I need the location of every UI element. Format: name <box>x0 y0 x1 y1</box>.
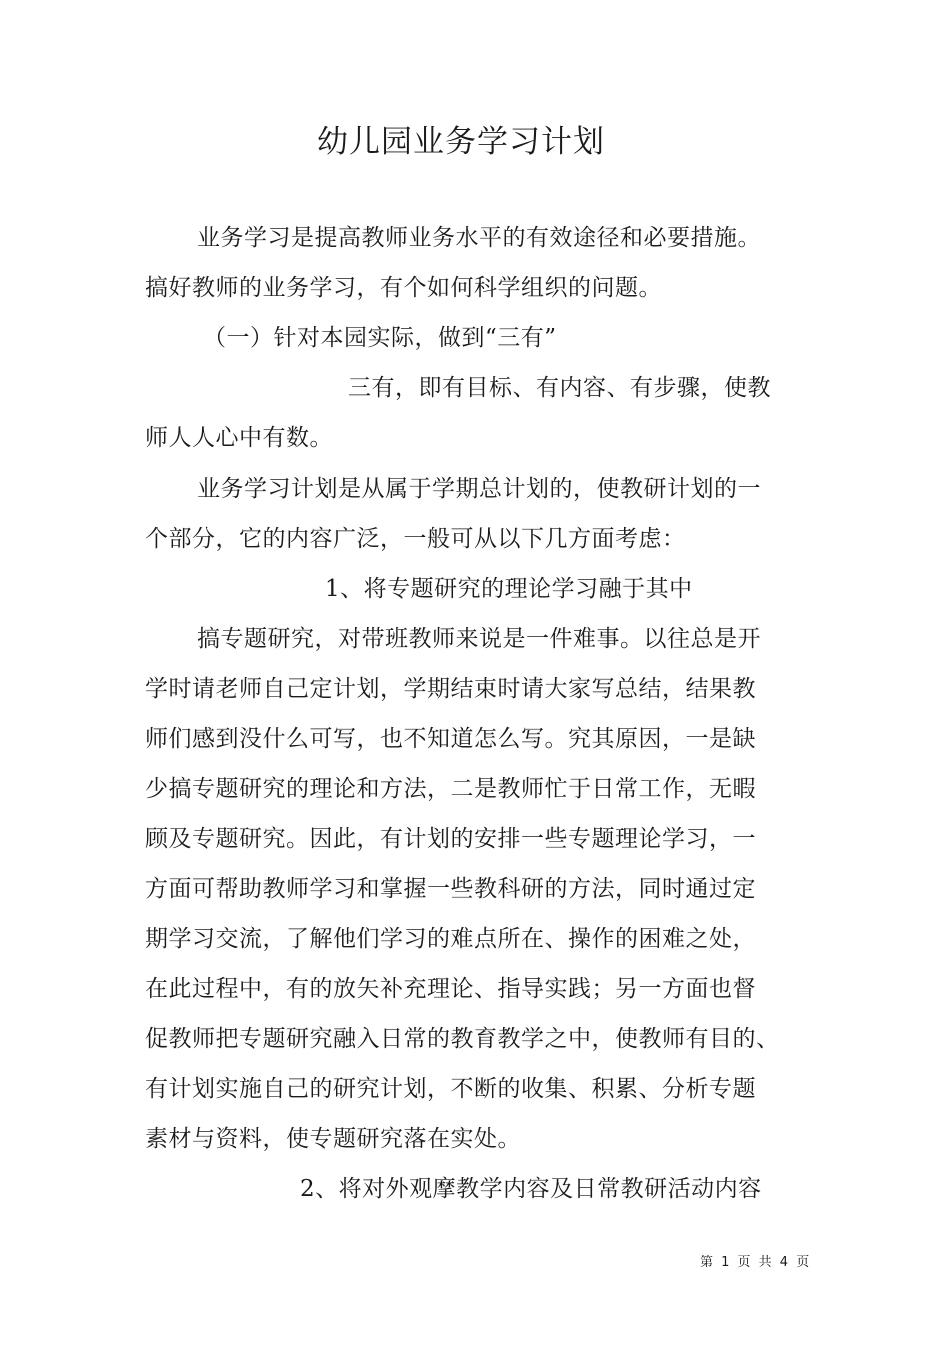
paragraph-line: 业务学习是提高教师业务水平的有效途径和必要措施。 <box>197 225 761 251</box>
paragraph-line: 三有，即有目标、有内容、有步骤，使教 <box>348 375 771 401</box>
subsection-heading: 1、将专题研究的理论学习融于其中 <box>325 576 693 602</box>
paragraph-line: 师们感到没什么可写，也不知道怎么写。究其原因，一是缺 <box>145 726 756 752</box>
paragraph-line: 方面可帮助教师学习和掌握一些教科研的方法，同时通过定 <box>145 876 756 902</box>
paragraph-line: 师人人心中有数。 <box>145 425 333 451</box>
document-title: 幼儿园业务学习计划 <box>317 124 605 160</box>
paragraph-line: 有计划实施自己的研究计划，不断的收集、积累、分析专题 <box>145 1076 756 1102</box>
paragraph-line: 促教师把专题研究融入日常的教育教学之中，使教师有目的、 <box>145 1026 780 1052</box>
subsection-heading: 2、将对外观摩教学内容及日常教研活动内容 <box>300 1176 762 1202</box>
paragraph-line: 业务学习计划是从属于学期总计划的，使教研计划的一 <box>197 476 761 502</box>
paragraph-line: 期学习交流，了解他们学习的难点所在、操作的困难之处， <box>145 926 756 952</box>
section-heading: （一）针对本园实际，做到“三有” <box>203 325 557 351</box>
paragraph-line: 个部分，它的内容广泛，一般可从以下几方面考虑： <box>145 526 686 552</box>
paragraph-line: 搞专题研究，对带班教师来说是一件难事。以往总是开 <box>197 626 761 652</box>
paragraph-line: 搞好教师的业务学习，有个如何科学组织的问题。 <box>145 275 662 301</box>
paragraph-line: 学时请老师自己定计划，学期结束时请大家写总结，结果教 <box>145 676 756 702</box>
paragraph-line: 顾及专题研究。因此，有计划的安排一些专题理论学习，一 <box>145 826 756 852</box>
page-number-footer: 第 1 页 共 4 页 <box>700 1255 812 1270</box>
paragraph-line: 在此过程中，有的放矢补充理论、指导实践；另一方面也督 <box>145 976 756 1002</box>
paragraph-line: 少搞专题研究的理论和方法，二是教师忙于日常工作，无暇 <box>145 776 756 802</box>
paragraph-line: 素材与资料，使专题研究落在实处。 <box>145 1126 521 1152</box>
